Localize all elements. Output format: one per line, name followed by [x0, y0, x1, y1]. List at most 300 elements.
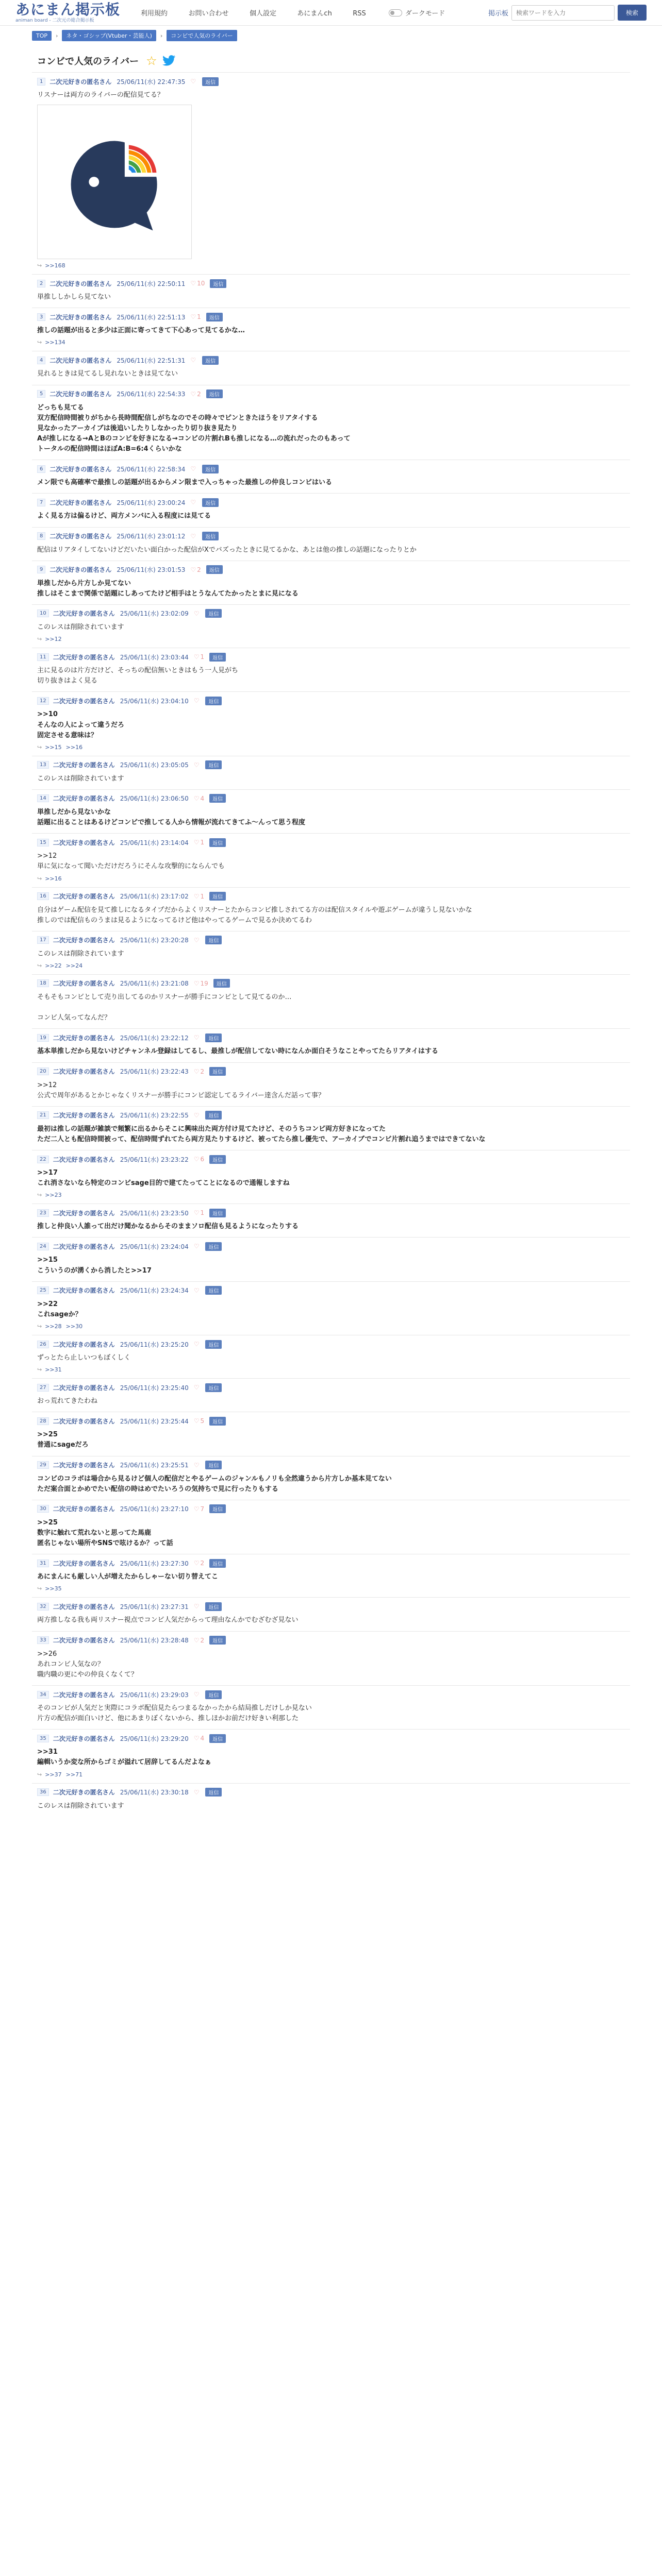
post-item [32, 1685, 630, 1729]
like-count: 1 [200, 1209, 205, 1217]
poster-name: 二次元好きの匿名さん [53, 1068, 115, 1075]
post-header [37, 892, 625, 901]
post-header [37, 498, 625, 507]
reply-link[interactable]: >>35 [45, 1585, 62, 1592]
like-button[interactable] [194, 1287, 201, 1294]
like-button[interactable] [194, 1691, 201, 1698]
reply-links [37, 339, 625, 346]
post-body: 単推しだから見ないかな 話題に出ることはあるけどコンビで推してる人から情報が流れてきてふ〜んって思う程度 [37, 808, 306, 827]
nav-terms[interactable]: 利用規約 [141, 10, 168, 18]
post-body: >>12 公式で周年があるとかじゃなくリスナーが勝手にコンビ認定してるライバー達含んだ話って事？ [37, 1081, 325, 1099]
post-body: 推しと仲良い人誰って出だけ聞かなるからそのままソロ配信も見るようになったりする [37, 1223, 299, 1231]
reply-links [37, 1323, 625, 1330]
post-date: 25/06/11(水) 23:25:20 [120, 1341, 189, 1348]
post-number[interactable]: 12 [37, 697, 49, 705]
post-date: 25/06/11(水) 23:25:51 [120, 1462, 189, 1469]
post-item [32, 1062, 630, 1106]
heart-icon: ♡ [193, 653, 200, 661]
speech-bubble-logo [71, 141, 161, 231]
like-button[interactable] [190, 465, 197, 472]
heart-icon: ♡ [193, 936, 200, 944]
heart-icon: ♡ [193, 1788, 200, 1796]
reply-button[interactable]: 返信 [205, 609, 222, 618]
post-body: 両方推しなる我も両リスナー視点でコンビ人気だからって理由なんかでむざむざ見ない [37, 1616, 299, 1624]
post-number[interactable]: 10 [37, 609, 49, 617]
post-number[interactable]: 27 [37, 1384, 49, 1392]
like-button[interactable] [190, 357, 197, 364]
heart-icon: ♡ [193, 1417, 200, 1425]
post-body: >>25 数字に触れて荒れないと思ってた馬鹿 匿名じゃない場所やSNSで呟けるか？って話 [37, 1518, 173, 1548]
dark-mode-label: ダークモード [405, 10, 445, 18]
post-item [32, 1554, 630, 1597]
post-item [32, 72, 630, 274]
post-number[interactable]: 31 [37, 1560, 49, 1567]
post-date: 25/06/11(水) 23:22:43 [120, 1068, 189, 1075]
post-date: 25/06/11(水) 23:03:44 [120, 653, 189, 661]
like-button[interactable] [194, 1341, 201, 1348]
post-number[interactable]: 6 [37, 465, 45, 473]
post-body: >>15 こういうのが湧くから消したと>>17 [37, 1256, 152, 1275]
post-header [37, 979, 625, 988]
search-input[interactable] [511, 5, 615, 21]
poster-name: 二次元好きの匿名さん [53, 653, 115, 661]
reply-button[interactable]: 返信 [205, 1383, 222, 1392]
breadcrumb-top[interactable]: TOP [32, 31, 52, 41]
reply-arrow-icon: ↪ [37, 1771, 42, 1778]
like-button[interactable] [194, 697, 201, 704]
post-number[interactable]: 29 [37, 1461, 49, 1469]
reply-arrow-icon: ↪ [37, 875, 42, 882]
reply-button[interactable]: 返信 [202, 532, 219, 540]
post-item [32, 493, 630, 527]
post-number[interactable]: 9 [37, 566, 45, 573]
poster-name: 二次元好きの匿名さん [53, 610, 115, 618]
post-body: コンビのコラボは場合から見るけど個人の配信だとやるゲームのジャンルもノリも全然違うから片方しか基本見てない ただ案合面とかめでたい配信の時はめでたいろうの気持ちで見に行ったりもする [37, 1475, 392, 1493]
post-body: メン限でも高確率で最推しの話題が出るからメン限まで入っちゃった最推しの仲良しコンビはいる [37, 479, 333, 487]
poster-name: 二次元好きの匿名さん [53, 1637, 115, 1645]
reply-links [37, 962, 625, 969]
post-header [37, 1636, 625, 1645]
reply-button[interactable]: 返信 [209, 653, 226, 662]
reply-button[interactable]: 返信 [202, 465, 219, 473]
reply-button[interactable]: 返信 [209, 1155, 226, 1164]
reply-links [37, 1192, 625, 1198]
like-button[interactable] [190, 533, 197, 540]
site-header [0, 0, 662, 26]
post-number[interactable]: 13 [37, 761, 49, 769]
like-button[interactable] [194, 839, 204, 846]
post-item [32, 1729, 630, 1783]
post-number[interactable]: 4 [37, 357, 45, 364]
reply-link[interactable]: >>12 [45, 636, 62, 643]
post-number[interactable]: 22 [37, 1156, 49, 1163]
like-button[interactable] [194, 937, 201, 944]
post-item [32, 351, 630, 384]
heart-icon: ♡ [193, 1243, 200, 1250]
reply-button[interactable]: 返信 [205, 1461, 222, 1469]
poster-name: 二次元好きの匿名さん [53, 1603, 115, 1611]
post-header [37, 1286, 625, 1295]
heart-icon: ♡ [193, 1603, 200, 1611]
post-header [37, 1461, 625, 1470]
like-button[interactable] [194, 1209, 204, 1216]
post-item [32, 274, 630, 308]
post-body: >>26 あれコンビ人気なの？ 職内職の更にやの仲良くなくて？ [37, 1650, 138, 1679]
site-logo[interactable] [15, 3, 120, 23]
post-item [32, 1500, 630, 1554]
reply-button[interactable]: 返信 [209, 838, 226, 847]
post-number[interactable]: 25 [37, 1286, 49, 1294]
reply-button[interactable]: 返信 [202, 356, 219, 365]
reply-links [37, 1771, 625, 1778]
reply-button[interactable]: 返信 [209, 1417, 226, 1426]
post-number[interactable]: 7 [37, 499, 45, 506]
like-button[interactable] [194, 1560, 204, 1567]
post-item [32, 1456, 630, 1500]
like-count: 4 [200, 794, 205, 802]
reply-button[interactable]: 返信 [209, 1559, 226, 1568]
post-item [32, 1204, 630, 1237]
post-body: そのコンビが人気だと実際にコラボ配信見たらつまるなかったから結局推しだけしか見ない 片方の配信が面白いけど、他にあまりぼくないから、推しほかお前だけ好きい利那した [37, 1704, 312, 1723]
post-body: よく見る方は偏るけど、両方メンバに入る程度には見てる [37, 512, 211, 520]
reply-button[interactable]: 返信 [209, 794, 226, 803]
post-number[interactable]: 36 [37, 1788, 49, 1796]
favorite-star-icon[interactable]: ☆ [146, 54, 157, 68]
poster-name: 二次元好きの匿名さん [49, 357, 112, 364]
post-date: 25/06/11(水) 23:17:02 [120, 893, 189, 901]
reply-arrow-icon: ↪ [37, 636, 42, 643]
like-button[interactable] [194, 1735, 204, 1742]
post-date: 25/06/11(水) 23:22:55 [120, 1112, 189, 1120]
post-body: このレスは削除されています [37, 774, 124, 783]
reply-links [37, 875, 625, 882]
like-button[interactable] [190, 313, 201, 320]
post-body: あにまんにも厳しい人が増えたからしゃーない切り替えてこ [37, 1573, 219, 1581]
post-header [37, 1155, 625, 1164]
like-button[interactable] [194, 1417, 204, 1425]
post-number[interactable]: 35 [37, 1735, 49, 1742]
reply-button[interactable]: 返信 [209, 1734, 226, 1743]
reply-button[interactable]: 返信 [209, 892, 226, 901]
reply-button[interactable]: 返信 [209, 1209, 226, 1217]
poster-name: 二次元好きの匿名さん [49, 78, 112, 86]
post-number[interactable]: 8 [37, 532, 45, 540]
reply-button[interactable]: 返信 [205, 1788, 222, 1797]
reply-button[interactable]: 返信 [205, 1111, 222, 1120]
post-date: 25/06/11(水) 23:30:18 [120, 1789, 189, 1797]
reply-button[interactable]: 返信 [205, 1033, 222, 1042]
post-number[interactable]: 18 [37, 979, 49, 987]
like-button[interactable] [190, 391, 201, 398]
heart-icon: ♡ [193, 609, 200, 617]
post-body: このレスは削除されています [37, 950, 124, 958]
like-count: 4 [200, 1735, 205, 1742]
post-body: >>12 単に気になって聞いただけだろうにそんな攻撃的にならんでも [37, 852, 225, 871]
poster-name: 二次元好きの匿名さん [53, 1789, 115, 1797]
breadcrumb-thread[interactable]: コンビで人気のライバー [167, 30, 237, 41]
reply-link[interactable]: >>16 [65, 743, 83, 751]
reply-button[interactable]: 返信 [206, 565, 223, 574]
heart-icon: ♡ [193, 1560, 200, 1567]
reply-link[interactable]: >>71 [65, 1771, 83, 1778]
post-item [32, 604, 630, 648]
search-button[interactable]: 検索 [618, 5, 647, 21]
like-button[interactable] [194, 893, 204, 900]
poster-name: 二次元好きの匿名さん [53, 795, 115, 803]
post-item [32, 756, 630, 789]
post-item [32, 1150, 630, 1204]
post-header [37, 696, 625, 705]
post-date: 25/06/11(水) 23:25:44 [120, 1417, 189, 1425]
like-count: 5 [200, 1417, 205, 1425]
post-number[interactable]: 33 [37, 1636, 49, 1644]
post-body: >>31 編輯いうか変な所からゴミが溢れて居辞してるんだよなぁ [37, 1748, 212, 1767]
post-body: 見れるときは見てるし見れないときは見てない [37, 370, 178, 378]
post-date: 25/06/11(水) 23:28:48 [120, 1637, 189, 1645]
reply-link[interactable]: >>31 [45, 1366, 62, 1374]
heart-icon: ♡ [193, 1735, 200, 1742]
like-count: 10 [197, 280, 205, 287]
poster-name: 二次元好きの匿名さん [53, 1505, 115, 1513]
like-count: 2 [197, 566, 201, 573]
post-number[interactable]: 5 [37, 390, 45, 398]
reply-button[interactable]: 返信 [209, 1636, 226, 1645]
post-number[interactable]: 19 [37, 1034, 49, 1042]
post-number[interactable]: 16 [37, 892, 49, 900]
post-number[interactable]: 24 [37, 1243, 49, 1250]
post-date: 25/06/11(水) 23:01:53 [117, 566, 186, 574]
like-button[interactable] [194, 1034, 201, 1041]
post-item [32, 1597, 630, 1631]
reply-link[interactable]: >>15 [45, 743, 62, 751]
post-header [37, 1734, 625, 1743]
post-item [32, 648, 630, 691]
post-number[interactable]: 26 [37, 1341, 49, 1348]
reply-button[interactable]: 返信 [205, 1690, 222, 1699]
like-button[interactable] [190, 280, 205, 287]
post-header [37, 1690, 625, 1699]
post-number[interactable]: 2 [37, 280, 45, 287]
post-number[interactable]: 32 [37, 1603, 49, 1611]
post-item [32, 308, 630, 351]
heart-icon: ♡ [193, 1067, 200, 1075]
post-number[interactable]: 11 [37, 653, 49, 661]
post-header [37, 1033, 625, 1042]
like-button[interactable] [190, 499, 197, 506]
like-button[interactable] [194, 1505, 204, 1513]
post-date: 25/06/11(水) 23:02:09 [120, 610, 189, 618]
post-date: 25/06/11(水) 23:22:12 [120, 1034, 189, 1042]
reply-button[interactable]: 返信 [206, 389, 223, 398]
like-button[interactable] [194, 1789, 201, 1796]
nav-rss[interactable]: RSS [353, 10, 366, 18]
heart-icon: ♡ [193, 1286, 200, 1294]
reply-button[interactable]: 返信 [205, 760, 222, 769]
post-header [37, 389, 625, 399]
post-item [32, 974, 630, 1028]
post-header [37, 838, 625, 847]
dark-mode-toggle[interactable] [389, 8, 445, 18]
reply-link[interactable]: >>23 [45, 1192, 62, 1199]
breadcrumb-category[interactable]: ネタ・ゴシップ(Vtuber・芸能人) [62, 30, 156, 41]
heart-icon: ♡ [193, 1691, 200, 1699]
post-item [32, 1106, 630, 1150]
post-number[interactable]: 14 [37, 794, 49, 802]
site-subtitle: animan board - 二次元の総合掲示板 [15, 18, 94, 23]
reply-link[interactable]: >>30 [65, 1323, 83, 1330]
post-list [32, 72, 630, 1817]
post-date: 25/06/11(水) 22:54:33 [117, 391, 186, 398]
like-count: 7 [200, 1505, 205, 1513]
post-item [32, 887, 630, 931]
reply-button[interactable]: 返信 [202, 77, 219, 86]
reply-button[interactable]: 返信 [206, 313, 223, 321]
reply-link[interactable]: >>24 [65, 962, 83, 969]
heart-icon: ♡ [193, 1505, 200, 1513]
post-number[interactable]: 21 [37, 1111, 49, 1119]
like-button[interactable] [194, 1068, 204, 1075]
like-button[interactable] [194, 795, 204, 802]
nav-settings[interactable]: 個人設定 [249, 10, 276, 18]
post-item [32, 1631, 630, 1685]
post-number[interactable]: 30 [37, 1505, 49, 1513]
nav-animanch[interactable]: あにまんch [297, 10, 332, 18]
post-item [32, 460, 630, 493]
post-item [32, 561, 630, 604]
twitter-share-icon[interactable] [162, 55, 176, 66]
like-button[interactable] [194, 1462, 201, 1469]
like-button[interactable] [194, 1384, 201, 1391]
like-button[interactable] [194, 610, 201, 617]
post-item [32, 1335, 630, 1378]
poster-name: 二次元好きの匿名さん [49, 280, 112, 287]
heart-icon: ♡ [190, 532, 196, 540]
post-body: おっ荒れてきたわね [37, 1397, 98, 1405]
like-button[interactable] [194, 653, 204, 660]
post-date: 25/06/11(水) 23:21:08 [120, 980, 189, 988]
heart-icon: ♡ [193, 1156, 200, 1163]
like-button[interactable] [194, 1637, 204, 1644]
post-body: リスナーは両方のライバーの配信見てる？ [37, 91, 164, 99]
thread-title: コンビで人気のライバー [37, 56, 139, 67]
poster-name: 二次元好きの匿名さん [53, 1384, 115, 1392]
reply-button[interactable]: 返信 [205, 1602, 222, 1611]
reply-button[interactable]: 返信 [205, 697, 222, 705]
like-button[interactable] [194, 1603, 201, 1610]
reply-button[interactable]: 返信 [213, 979, 230, 988]
post-header [37, 1111, 625, 1120]
heart-icon: ♡ [193, 892, 200, 900]
reply-link[interactable]: >>134 [45, 339, 65, 346]
reply-button[interactable]: 返信 [209, 1067, 226, 1076]
chevron-right-icon: › [56, 32, 58, 39]
search-scope-select[interactable]: 掲示板 [488, 10, 508, 18]
post-header [37, 77, 625, 86]
post-date: 25/06/11(水) 23:29:20 [120, 1735, 189, 1742]
like-button[interactable] [190, 78, 197, 85]
heart-icon: ♡ [193, 1341, 200, 1348]
heart-icon: ♡ [193, 1111, 200, 1119]
like-button[interactable] [194, 761, 201, 769]
post-body: 最初は推しの話題が雑談で頻繁に出るからそこに興味出た両方付け見てたけど、そのうちコンビ両方好きになってた ただ二人とも配信時間被って、配信時間ずれてたら両方見たりするけど、被ってたら推し優先で、アーカイブでコンビ片割れ追うまではできてないな [37, 1125, 486, 1143]
post-body: >>25 普通にsageだろ [37, 1431, 89, 1449]
post-number[interactable]: 15 [37, 839, 49, 846]
post-number[interactable]: 34 [37, 1691, 49, 1699]
poster-name: 二次元好きの匿名さん [53, 1691, 115, 1699]
post-date: 25/06/11(水) 22:47:35 [117, 78, 186, 86]
reply-link[interactable]: >>28 [45, 1323, 62, 1330]
like-count: 2 [200, 1560, 205, 1567]
heart-icon: ♡ [193, 839, 200, 846]
nav-contact[interactable]: お問い合わせ [188, 10, 229, 18]
like-button[interactable] [194, 980, 208, 987]
poster-name: 二次元好きの匿名さん [53, 1112, 115, 1120]
post-date: 25/06/11(水) 23:24:34 [120, 1287, 189, 1295]
post-item [32, 527, 630, 561]
heart-icon: ♡ [190, 499, 196, 506]
like-count: 1 [200, 653, 205, 661]
post-body: 単推ししかしら見てない [37, 293, 111, 301]
heart-icon: ♡ [190, 280, 196, 287]
like-count: 19 [200, 979, 208, 987]
poster-name: 二次元好きの匿名さん [49, 313, 112, 321]
heart-icon: ♡ [190, 357, 196, 364]
like-button[interactable] [194, 1112, 201, 1119]
reply-button[interactable]: 返信 [205, 1286, 222, 1295]
post-header [37, 1788, 625, 1797]
like-button[interactable] [194, 1243, 201, 1250]
post-image[interactable] [37, 105, 192, 259]
post-body: このレスは削除されています [37, 623, 124, 631]
post-item [32, 931, 630, 974]
poster-name: 二次元好きの匿名さん [53, 1417, 115, 1425]
reply-arrow-icon: ↪ [37, 1366, 42, 1374]
like-button[interactable] [194, 1156, 204, 1163]
like-count: 2 [200, 1636, 205, 1644]
reply-button[interactable]: 返信 [202, 498, 219, 507]
post-number[interactable]: 1 [37, 78, 45, 86]
post-body: そもそもコンビとして売り出してるのかリスナーが勝手にコンビとして見てるのか… コンビ人気ってなんだ？ [37, 993, 292, 1022]
reply-button[interactable]: 返信 [209, 1504, 226, 1513]
post-number[interactable]: 23 [37, 1209, 49, 1217]
reply-button[interactable]: 返信 [205, 1242, 222, 1251]
post-date: 25/06/11(水) 23:06:50 [120, 795, 189, 803]
like-button[interactable] [190, 566, 201, 573]
post-header [37, 1383, 625, 1392]
reply-button[interactable]: 返信 [205, 936, 222, 944]
header-nav [141, 8, 385, 18]
post-number[interactable]: 17 [37, 936, 49, 944]
reply-link[interactable]: >>37 [45, 1771, 62, 1778]
post-number[interactable]: 3 [37, 313, 45, 321]
reply-link[interactable]: >>22 [45, 962, 62, 969]
reply-link[interactable]: >>16 [45, 875, 62, 882]
post-date: 25/06/11(水) 23:23:22 [120, 1156, 189, 1163]
post-header [37, 652, 625, 662]
post-number[interactable]: 28 [37, 1417, 49, 1425]
reply-arrow-icon: ↪ [37, 1192, 42, 1199]
reply-button[interactable]: 返信 [210, 279, 226, 288]
post-item [32, 789, 630, 833]
post-item [32, 1412, 630, 1455]
reply-arrow-icon: ↪ [37, 962, 42, 969]
reply-button[interactable]: 返信 [205, 1340, 222, 1349]
toggle-switch-icon [389, 9, 402, 16]
post-number[interactable]: 20 [37, 1067, 49, 1075]
poster-name: 二次元好きの匿名さん [49, 533, 112, 540]
reply-link[interactable]: >>168 [45, 262, 65, 269]
poster-name: 二次元好きの匿名さん [53, 980, 115, 988]
